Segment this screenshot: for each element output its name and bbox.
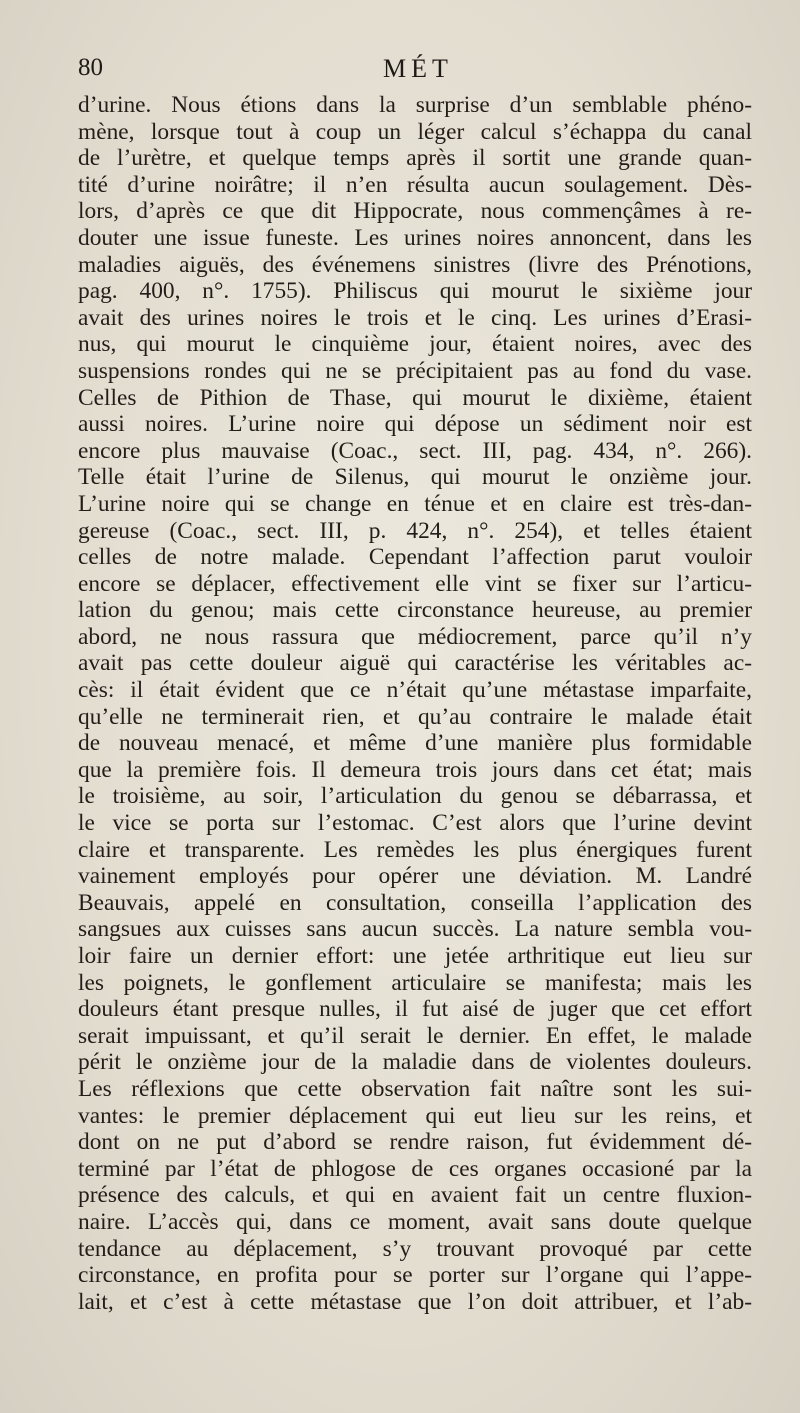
text-line: sangsues aux cuisses sans aucun succès. La nature sembla vou- [78, 916, 752, 943]
text-line: maladies aiguës, des événemens sinistres (livre des Prénotions, [78, 251, 752, 278]
text-line: lation du genou; mais cette circonstance heureuse, au premier [78, 597, 752, 624]
text-line: lait, et c’est à cette métastase que l’on doit attribuer, et l’ab- [78, 1288, 752, 1315]
text-line: Telle était l’urine de Silenus, qui mourut le onzième jour. [78, 464, 752, 491]
text-line: L’urine noire qui se change en ténue et en claire est très-dan- [78, 490, 752, 517]
text-line: avait des urines noires le trois et le cinq. Les urines d’Erasi- [78, 304, 752, 331]
text-line: périt le onzième jour de la maladie dans de violentes douleurs. [78, 1049, 752, 1076]
text-line: serait impuissant, et qu’il serait le dernier. En effet, le malade [78, 1022, 752, 1049]
text-line: circonstance, en profita pour se porter sur l’organe qui l’appe- [78, 1262, 752, 1289]
text-line: claire et transparente. Les remèdes les plus énergiques furent [78, 836, 752, 863]
text-line: dont on ne put d’abord se rendre raison, fut évidemment dé- [78, 1129, 752, 1156]
text-line: encore se déplacer, effectivement elle vint se fixer sur l’articu- [78, 570, 752, 597]
text-line: terminé par l’état de phlogose de ces organes occasioné par la [78, 1155, 752, 1182]
text-line: de l’urètre, et quelque temps après il sortit une grande quan- [78, 145, 752, 172]
running-title: MÉT [383, 54, 453, 83]
text-line: gereuse (Coac., sect. III, p. 424, n°. 254), et telles étaient [78, 517, 752, 544]
text-line: loir faire un dernier effort: une jetée arthritique eut lieu sur [78, 943, 752, 969]
text-line: encore plus mauvaise (Coac., sect. III, pag. 434, n°. 266). [78, 437, 752, 464]
text-line: nus, qui mourut le cinquième jour, étaient noires, avec des [78, 331, 752, 358]
text-line: tendance au déplacement, s’y trouvant provoqué par cette [78, 1235, 752, 1262]
text-line: naire. L’accès qui, dans ce moment, avait sans doute quelque [78, 1208, 752, 1235]
text-line: de nouveau menacé, et même d’une manière plus formidable [78, 730, 752, 757]
text-line: tité d’urine noirâtre; il n’en résulta aucun soulagement. Dès- [78, 171, 752, 198]
text-line: celles de notre malade. Cependant l’affection parut vouloir [78, 544, 752, 571]
text-line: suspensions rondes qui ne se précipitaient pas au fond du vase. [78, 357, 752, 384]
text-line: lors, d’après ce que dit Hippocrate, nous commençâmes à re- [78, 198, 752, 225]
text-line: vainement employés pour opérer une déviation. M. Landré [78, 863, 752, 890]
text-line: présence des calculs, et qui en avaient fait un centre fluxion- [78, 1182, 752, 1209]
text-line: Beauvais, appelé en consultation, conseilla l’application des [78, 889, 752, 916]
text-line: Les réflexions que cette observation fait naître sont les sui- [78, 1075, 752, 1102]
text-line: mène, lorsque tout à coup un léger calcul s’échappa du canal [78, 118, 752, 145]
text-line: que la première fois. Il demeura trois jours dans cet état; mais [78, 756, 752, 783]
text-line: Celles de Pithion de Thase, qui mourut le dixième, étaient [78, 384, 752, 411]
text-line: pag. 400, n°. 1755). Philiscus qui mourut le sixième jour [78, 278, 752, 305]
text-line: vantes: le premier déplacement qui eut lieu sur les reins, et [78, 1102, 752, 1129]
text-line: douter une issue funeste. Les urines noires annoncent, dans les [78, 224, 752, 251]
text-line: abord, ne nous rassura que médiocrement, parce qu’il n’y [78, 623, 752, 650]
text-line: avait pas cette douleur aiguë qui caractérise les véritables ac- [78, 650, 752, 677]
text-line: les poignets, le gonflement articulaire se manifesta; mais les [78, 969, 752, 996]
text-line: cès: il était évident que ce n’était qu’une métastase imparfaite, [78, 677, 752, 704]
text-line: le troisième, au soir, l’articulation du genou se débarrassa, et [78, 783, 752, 810]
text-line: aussi noires. L’urine noire qui dépose un sédiment noir est [78, 411, 752, 438]
text-line: d’urine. Nous étions dans la surprise d’un semblable phéno- [78, 92, 752, 118]
text-line: le vice se porta sur l’estomac. C’est alors que l’urine devint [78, 810, 752, 837]
text-line: douleurs étant presque nulles, il fut aisé de juger que cet effort [78, 996, 752, 1023]
page-number: 80 [78, 54, 103, 81]
text-line: qu’elle ne terminerait rien, et qu’au contraire le malade était [78, 703, 752, 730]
running-head [78, 54, 758, 88]
body-text [78, 92, 752, 1315]
